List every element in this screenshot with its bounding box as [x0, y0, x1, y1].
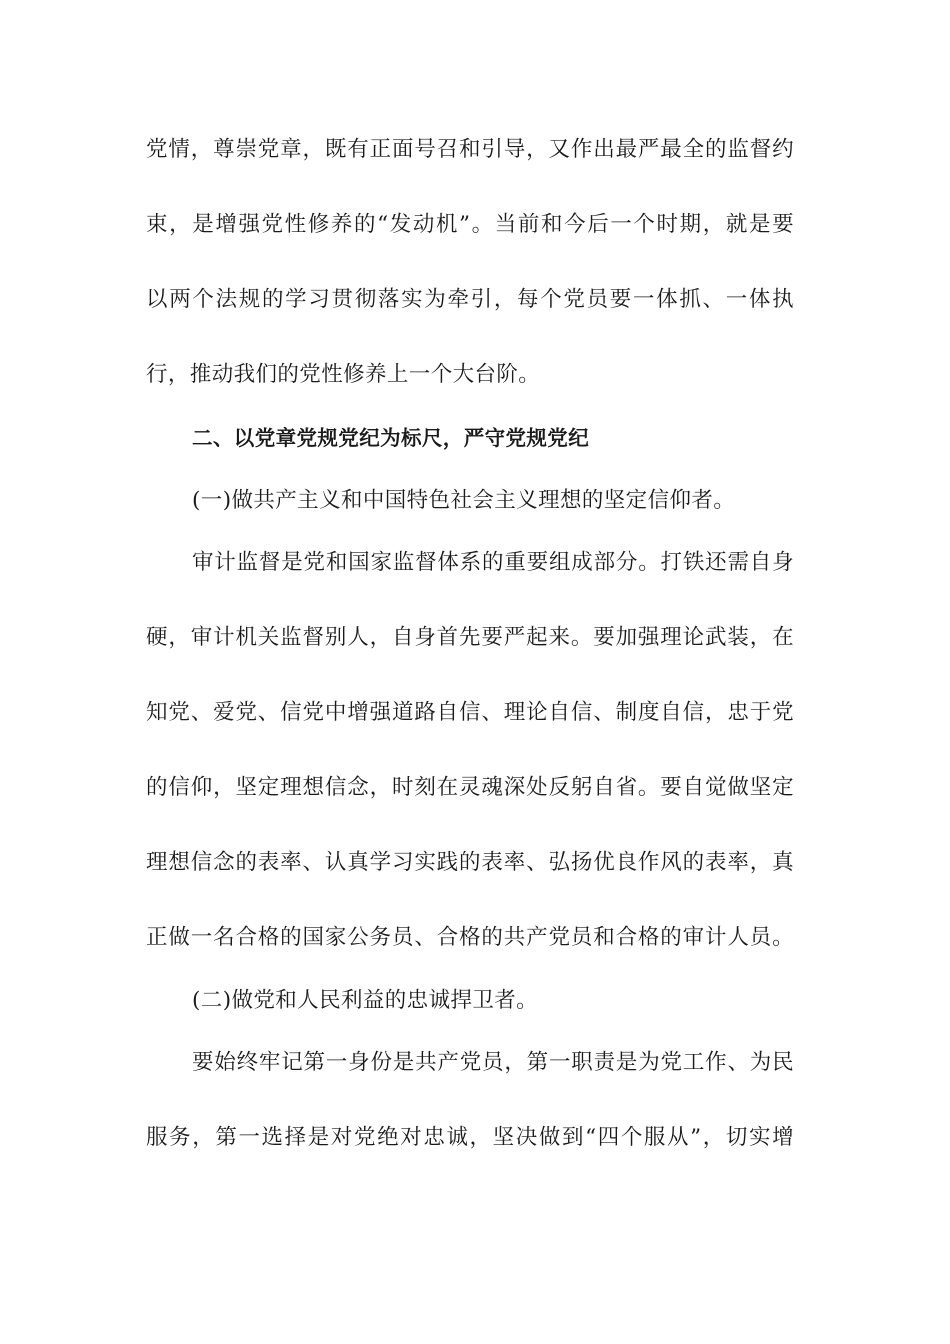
paragraph-line: 硬，审计机关监督别人，自身首先要严起来。要加强理论武装，在 — [146, 625, 794, 650]
paragraph-line: 服务，第一选择是对党绝对忠诚，坚决做到“四个服从”，切实增 — [146, 1125, 794, 1150]
section-heading: 二、以党章党规党纪为标尺，严守党规党纪 — [192, 426, 590, 450]
paragraph-line: 正做一名合格的国家公务员、合格的共产党员和合格的审计人员。 — [146, 925, 794, 950]
subsection-heading: (一)做共产主义和中国特色社会主义理想的坚定信仰者。 — [192, 488, 736, 513]
paragraph-line: 党情，尊崇党章，既有正面号召和引导，又作出最严最全的监督约 — [146, 137, 794, 162]
paragraph-line: 知党、爱党、信党中增强道路自信、理论自信、制度自信，忠于党 — [146, 700, 794, 725]
paragraph-line: 行，推动我们的党性修养上一个大台阶。 — [146, 362, 541, 387]
paragraph-line: 以两个法规的学习贯彻落实为牵引，每个党员要一体抓、一体执 — [146, 287, 794, 312]
paragraph-line: 审计监督是党和国家监督体系的重要组成部分。打铁还需自身 — [192, 550, 794, 575]
subsection-heading: (二)做党和人民利益的忠诚捍卫者。 — [192, 988, 539, 1013]
paragraph-line: 束，是增强党性修养的“发动机”。当前和今后一个时期，就是要 — [146, 212, 794, 237]
paragraph-line: 要始终牢记第一身份是共产党员，第一职责是为党工作、为民 — [192, 1050, 794, 1075]
paragraph-line: 理想信念的表率、认真学习实践的表率、弘扬优良作风的表率，真 — [146, 850, 794, 875]
paragraph-line: 的信仰，坚定理想信念，时刻在灵魂深处反躬自省。要自觉做坚定 — [146, 775, 794, 800]
